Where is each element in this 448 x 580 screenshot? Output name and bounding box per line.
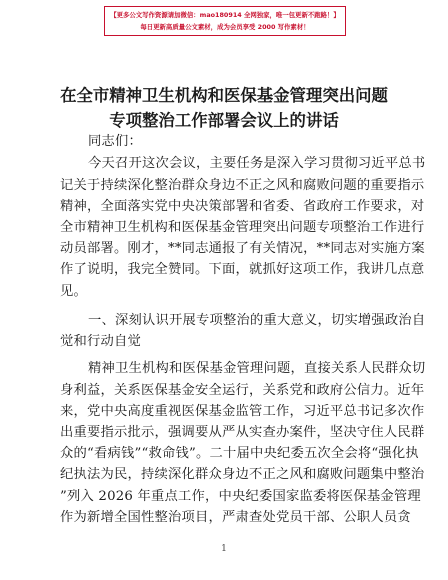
- document-title-line-2: 专项整治工作部署会议上的讲话: [109, 111, 339, 130]
- promo-banner: [104, 6, 346, 36]
- paragraph-line: 作了说明，我完全赞同。下面，就抓好这项工作，我讲几点意: [60, 262, 425, 277]
- paragraph-line: 来，党中央高度重视医保基金监管工作，习近平总书记多次作: [60, 404, 425, 419]
- paragraph-line: ”列入 2026 年重点工作，中央纪委国家监委将医保基金管理: [60, 489, 421, 504]
- paragraph-line: 作为新增全国性整治项目，严肃查处党员干部、公职人员贪: [60, 510, 411, 525]
- paragraph-line: 记关于持续深化整治群众身边不正之风和腐败问题的重要指示: [60, 178, 425, 193]
- paragraph-line: 今天召开这次会议，主要任务是深入学习贯彻习近平总书: [88, 156, 426, 171]
- paragraph-line: 出重要指示批示，强调要从严从实查办案件，坚决守住人民群: [60, 425, 425, 440]
- page-number: 1: [221, 544, 227, 554]
- paragraph-line: 精神卫生机构和医保基金管理问题，直接关系人民群众切: [88, 361, 426, 376]
- salutation: 同志们：: [88, 134, 142, 149]
- section-heading-line: 觉和行动自觉: [60, 334, 141, 349]
- paragraph-line: 全市精神卫生机构和医保基金管理突出问题专项整治工作进行: [60, 220, 425, 235]
- paragraph-line: 动员部署。刚才，**同志通报了有关情况，**同志对实施方案: [60, 241, 425, 256]
- paragraph-line: 身利益，关系医保基金安全运行，关系党和政府公信力。近年: [60, 383, 425, 398]
- banner-line-2: 每日更新高质量公文素材，成为会员享受 2000 写作素材！: [140, 23, 310, 31]
- banner-line-1: 【更多公文写作资源请加微信：mao180914 全网独家，唯一包更新不跑路！】: [110, 11, 340, 19]
- document-title-line-1: 在全市精神卫生机构和医保基金管理突出问题: [60, 86, 388, 105]
- paragraph-line: 众的“看病钱”“救命钱”。二十届中央纪委五次全会将“强化执: [60, 446, 419, 461]
- section-heading-line: 一、深刻认识开展专项整治的重大意义，切实增强政治自: [88, 313, 426, 328]
- paragraph-line: 精神，全面落实党中央决策部署和省委、省政府工作要求，对: [60, 199, 425, 214]
- paragraph-line: 见。: [60, 284, 87, 299]
- paragraph-line: 纪执法为民，持续深化群众身边不正之风和腐败问题集中整治: [60, 467, 425, 482]
